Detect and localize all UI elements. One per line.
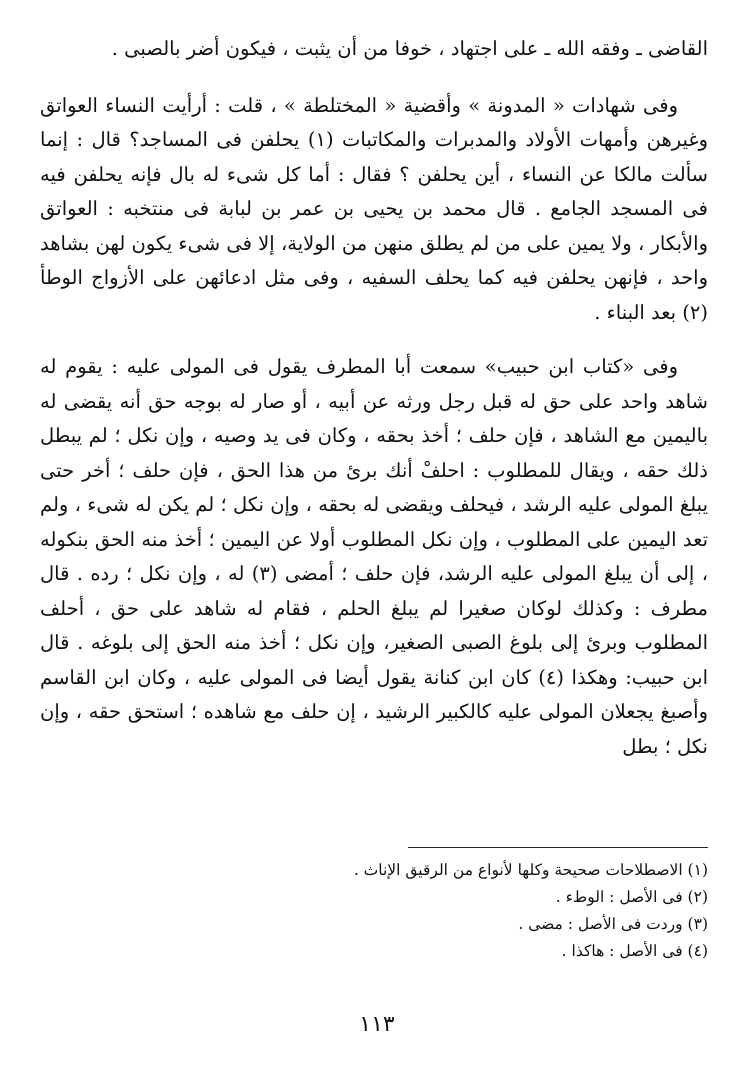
footnote-3: (٣) وردت فى الأصل : مضى .	[518, 915, 708, 933]
main-text	[40, 32, 708, 784]
footnote-divider	[408, 847, 708, 848]
page-number: ١١٣	[359, 1012, 395, 1037]
paragraph-2: وفى شهادات « المدونة » وأقضية « المختلطة » ، قلت : أرأيت النساء العواتق وغيرهن وأمهات الأولاد والمدبرات والمكاتبات (١) يحلفن فى المساجد؟ قال : إنما سألت مالكا عن النساء ، أين يحلفن ؟ فقال : أما كل شىء له بال فإنه يحلفن فيه فى المسجد الجامع . قال محمد بن يحيى بن عمر بن لبابة فى منتخبه : العواتق والأبكار ، ولا يمين على من لم يطلق منهن من الولاية، إلا فى شىء يكون لهن بشاهد واحد ، فإنهن يحلفن فيه كما يحلف السفيه ، وفى مثل ادعائهن على الأزواج الوطأ (٢) بعد البناء .	[40, 93, 708, 324]
footnote-2: (٢) فى الأصل : الوطء .	[555, 888, 708, 906]
footnotes-list	[40, 857, 708, 965]
paragraph-1: القاضى ـ وفقه الله ـ على اجتهاد ، خوفا من أن يثبت ، فيكون أضر بالصبى .	[111, 37, 708, 60]
paragraph-3: وفى «كتاب ابن حبيب» سمعت أبا المطرف يقول فى المولى عليه : يقوم له شاهد واحد على حق له قبل رجل ورثه عن أبيه ، أو صار له بوجه حق أنه يقضى له باليمين مع الشاهد ، فإن حلف ؛ أخذ بحقه ، وكان فى يد وصيه ، وإن نكل ؛ لم يبطل ذلك حقه ، ويقال للمطلوب : احلفْ أنك برئ من هذا الحق ، فإن حلف ؛ أخر حتى يبلغ المولى عليه الرشد ، فيحلف ويقضى له بحقه ، وإن نكل ؛ لم يكن له شىء ، ولم تعد اليمين على المطلوب ، وإن نكل المطلوب أولا عن اليمين ؛ أخذ منه الحق بنكوله ، إلى أن يبلغ المولى عليه الرشد، فإن حلف ؛ أمضى (٣) له ، وإن نكل ؛ رده . قال مطرف : وكذلك لوكان صغيرا لم يبلغ الحلم ، فقام له شاهد على حق ، أحلف المطلوب وبرئ إلى بلوغ الصبى الصغير، وإن نكل ؛ أخذ منه الحق إلى بلوغه . قال ابن حبيب: وهكذا (٤) كان ابن كنانة يقول أيضا فى المولى عليه ، وكان ابن القاسم وأصبغ يجعلان المولى عليه كالكبير الرشيد ، إن حلف مع شاهده ؛ استحق حقه ، وإن نكل ؛ بطل	[40, 355, 709, 758]
footnote-4: (٤) فى الأصل : هاكذا .	[561, 942, 708, 960]
footnote-1: (١) الاصطلاحات صحيحة وكلها لأنواع من الرقيق الإناث .	[353, 861, 708, 879]
